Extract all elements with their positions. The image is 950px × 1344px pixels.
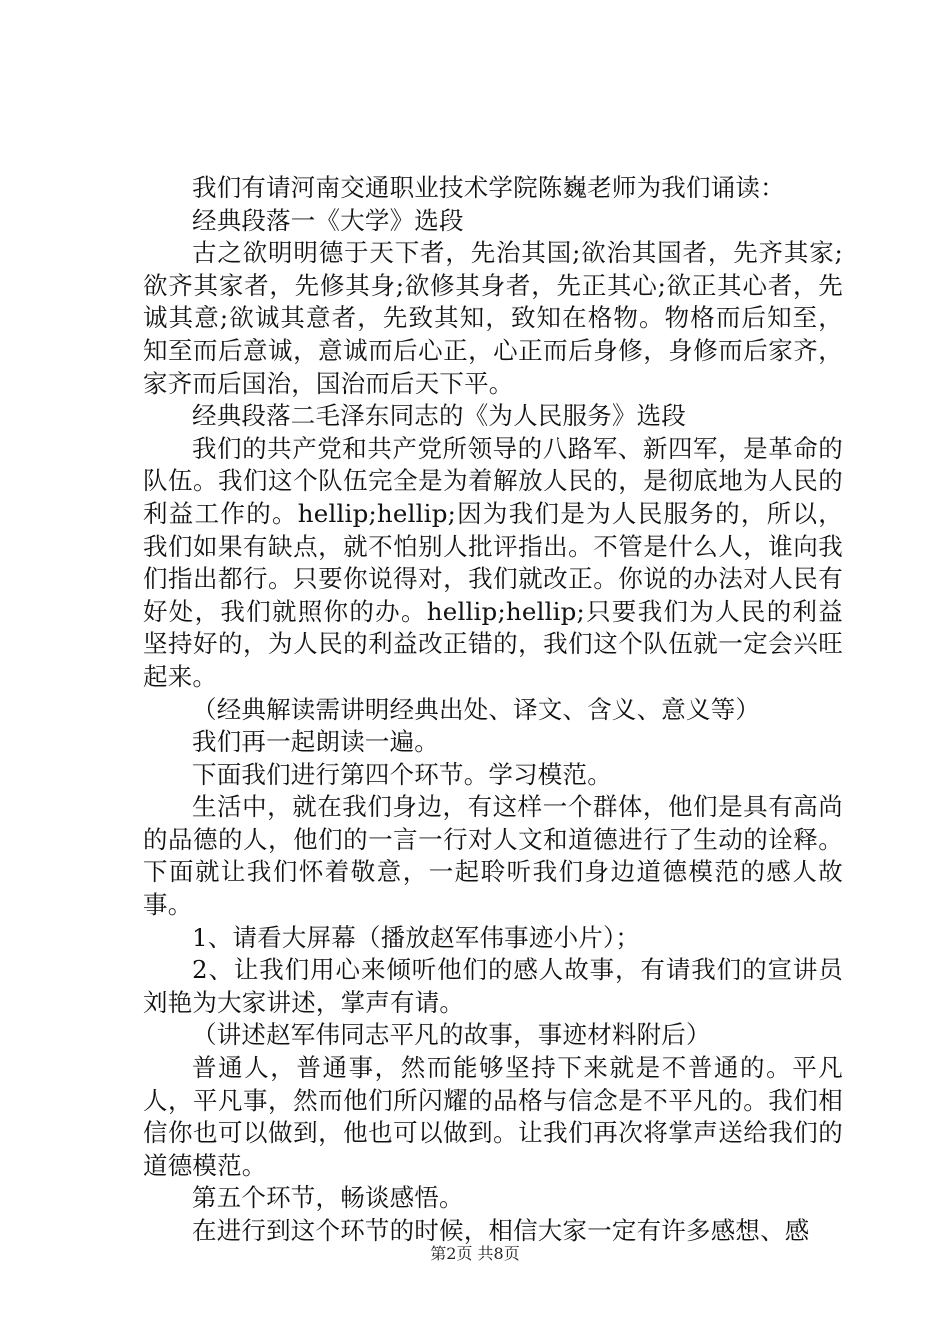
- paragraph-read-again: 我们再一起朗读一遍。: [192, 727, 439, 757]
- paragraph-ordinary-people: 普通人，普通事，然而能够坚持下来就是不普通的。平凡人，平凡事，然而他们所闪耀的品格与信念是不平凡的。我们相信你也可以做到，他也可以做到。让我们再次将掌声送给我们的道德模范。: [143, 1053, 843, 1180]
- page-number: 第2页: [430, 1244, 473, 1263]
- paragraph-heading-serve-people: 经典段落二毛泽东同志的《为人民服务》选段: [192, 401, 686, 431]
- paragraph-role-models: 生活中，就在我们身边，有这样一个群体，他们是具有高尚的品德的人，他们的一言一行对人文和道德进行了生动的诠释。下面就让我们怀着敬意，一起聆听我们身边道德模范的感人故事。: [143, 792, 843, 920]
- paragraph-item-1: 1、请看大屏幕（播放赵军伟事迹小片）；: [192, 922, 641, 952]
- paragraph-heading-daxue: 经典段落一《大学》选段: [192, 205, 464, 235]
- page-total: 共8页: [477, 1244, 520, 1263]
- page-footer: [0, 1244, 950, 1264]
- paragraph-serve-people-text: 我们的共产党和共产党所领导的八路军、新四军，是革命的队伍。我们这个队伍完全是为着解放人民的，是彻底地为人民的利益工作的。hellip;hellip;因为我们是为人民服务的，所以，我们如果有缺点，就不怕别人批评指出。不管是什么人，谁向我们指出都行。只要你说得对，我们就改正。你说的办法对人民有好处，我们就照你的办。hellip;hellip;只要我们为人民的利益坚持好的，为人民的利益改正错的，我们这个队伍就一定会兴旺起来。: [143, 433, 843, 691]
- paragraph-section-five: 第五个环节，畅谈感悟。: [192, 1183, 464, 1213]
- paragraph-section-four: 下面我们进行第四个环节。学习模范。: [192, 759, 612, 789]
- paragraph-reflection: 在进行到这个环节的时候，相信大家一定有许多感想、感: [192, 1216, 810, 1245]
- paragraph-daxue-text: 古之欲明明德于天下者，先治其国;欲治其国者，先齐其家;欲齐其家者，先修其身;欲修其身者，先正其心;欲正其心者，先诚其意;欲诚其意者，先致其知，致知在格物。物格而后知至，知至而后意诚，意诚而后心正，心正而后身修，身修而后家齐，家齐而后国治，国治而后天下平。: [143, 238, 843, 398]
- paragraph-invitation: 我们有请河南交通职业技术学院陈巍老师为我们诵读：: [192, 173, 785, 202]
- paragraph-story-note: （讲述赵军伟同志平凡的故事，事迹材料附后）: [192, 1020, 711, 1050]
- document-body: [143, 172, 843, 1248]
- paragraph-interpretation-note: （经典解读需讲明经典出处、译文、含义、意义等）: [192, 694, 761, 724]
- paragraph-item-2: 2、让我们用心来倾听他们的感人故事，有请我们的宣讲员刘艳为大家讲述，掌声有请。: [143, 955, 843, 1017]
